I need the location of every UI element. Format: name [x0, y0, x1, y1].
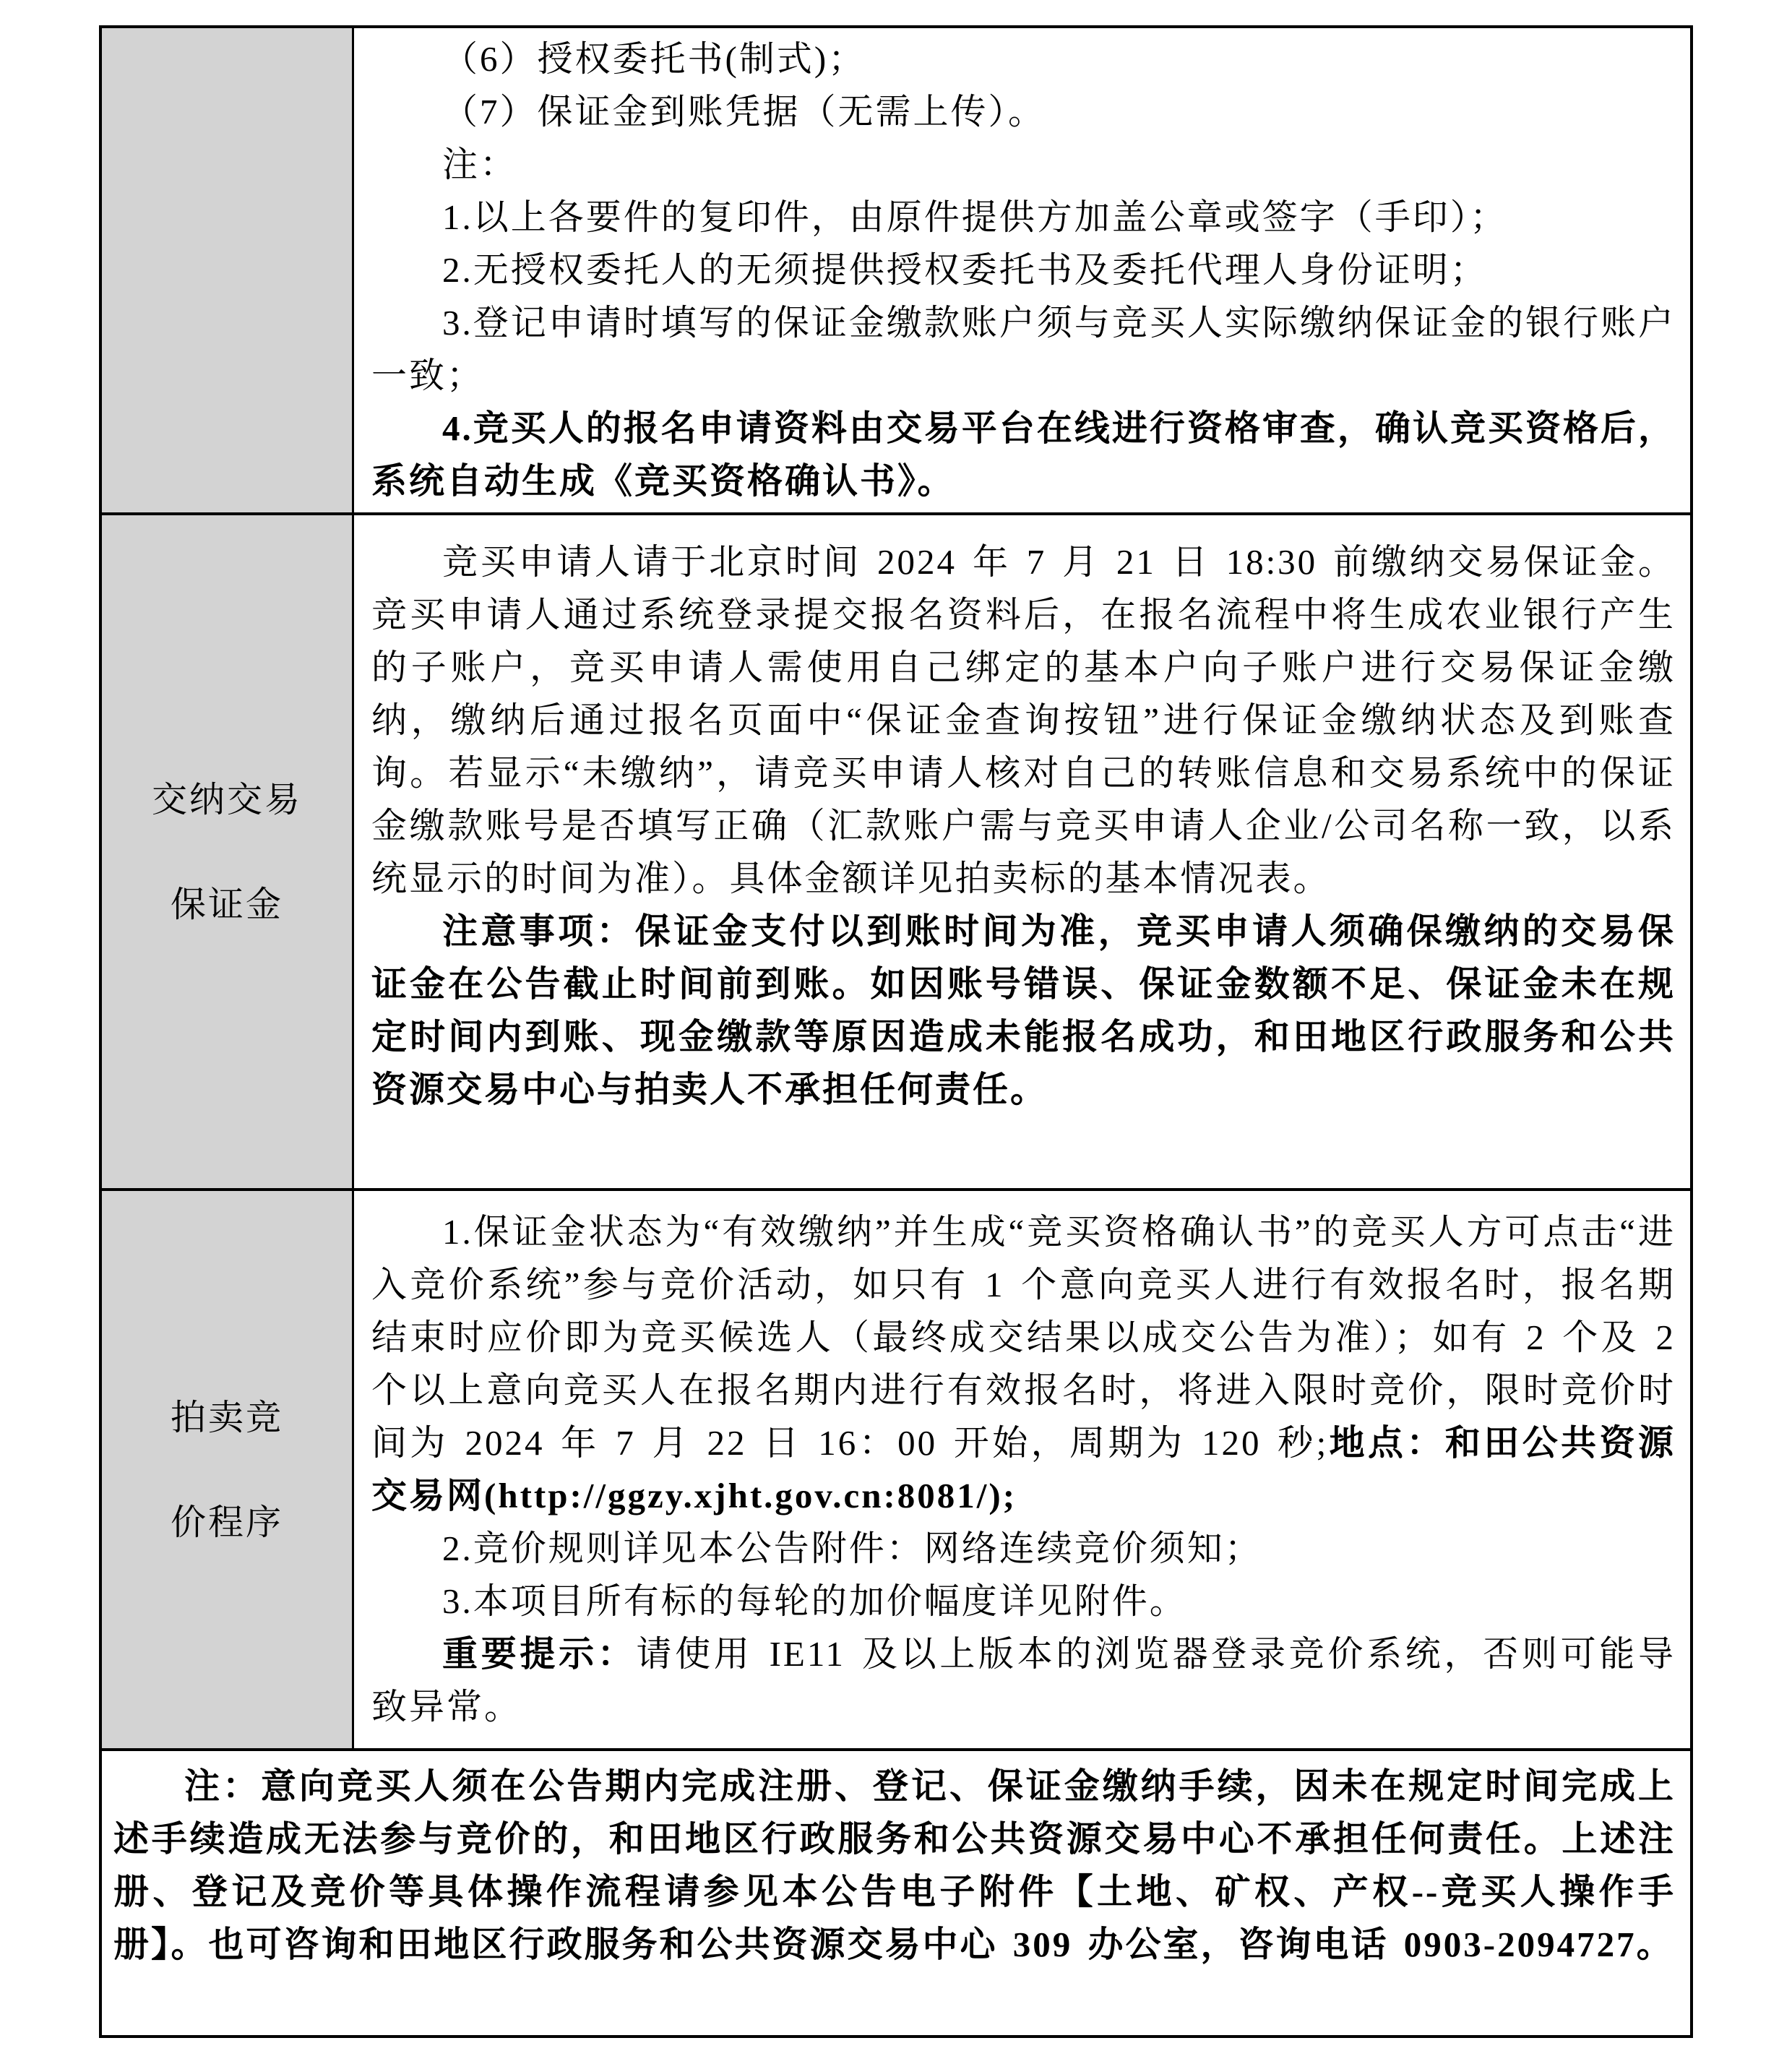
table-row-auction-bidding-procedure [102, 1191, 1690, 1751]
application-materials-notes-cell [354, 28, 1690, 512]
paragraph-text: 竞买申请人请于北京时间 2024 年 7 月 21 日 18:30 前缴纳交易保证金。竞买申请人通过系统登录提交报名资料后，在报名流程中将生成农业银行产生的子账户，竞买申请人需使用自己绑定的基本户向子账户进行交易保证金缴纳，缴纳后通过报名页面中“保证金查询按钮”进行保证金缴纳状态及到账查询。若显示“未缴纳”，请竞买申请人核对自己的转账信息和交易系统中的保证金缴款账号是否填写正确（汇款账户需与竞买申请人企业/公司名称一致，以系统显示的时间为准）。具体金额详见拍卖标的基本情况表。 [371, 542, 1676, 898]
row-header-line: 保证金 [170, 884, 283, 924]
table-row-deposit-payment [102, 515, 1690, 1191]
paragraph [371, 296, 1676, 402]
paragraph [371, 85, 1676, 138]
paragraph-text: 注：意向竞买人须在公告期内完成注册、登记、保证金缴纳手续，因未在规定时间完成上述手续造成无法参与竞价的，和田地区行政服务和公共资源交易中心不承担任何责任。上述注册、登记及竞价等具体操作流程请参见本公告电子附件【土地、矿权、产权--竞买人操作手册】。也可咨询和田地区行政服务和公共资源交易中心 309 办公室，咨询电话 0903-2094727。 [113, 1766, 1676, 1964]
paragraph [371, 191, 1676, 244]
paragraph-text: 3.本项目所有标的每轮的加价幅度详见附件。 [442, 1581, 1187, 1621]
table-row-footer-note [102, 1751, 1690, 2035]
paragraph [113, 1760, 1676, 1971]
auction-bidding-procedure-cell [354, 1191, 1690, 1748]
announcement-table [99, 25, 1693, 2038]
paragraph-text: 注意事项：保证金支付以到账时间为准，竞买申请人须确保缴纳的交易保证金在公告截止时间前到账。如因账号错误、保证金数额不足、保证金未在规定时间内到账、现金缴款等原因造成未能报名成功，和田地区行政服务和公共资源交易中心与拍卖人不承担任何责任。 [371, 911, 1676, 1109]
row-header-empty-cell [102, 28, 354, 512]
paragraph [371, 244, 1676, 296]
paragraph [371, 1205, 1676, 1522]
row-header-line: 交纳交易 [151, 779, 302, 820]
paragraph-text: 4.竞买人的报名申请资料由交易平台在线进行资格审查，确认竞买资格后，系统自动生成《竞买资格确认书》。 [371, 408, 1676, 501]
paragraph-text: 2.无授权委托人的无须提供授权委托书及委托代理人身份证明； [442, 250, 1488, 290]
paragraph [371, 402, 1676, 507]
paragraph [371, 138, 1676, 191]
paragraph-text: 3.登记申请时填写的保证金缴款账户须与竞买人实际缴纳保证金的银行账户一致； [371, 303, 1676, 395]
deposit-payment-cell [354, 515, 1690, 1188]
footer-note-cell [102, 1751, 1690, 2035]
row-header-line: 价程序 [170, 1502, 283, 1542]
paragraph [371, 1522, 1676, 1575]
paragraph [371, 905, 1676, 1116]
paragraph-text: 1.以上各要件的复印件，由原件提供方加盖公章或签字（手印）； [442, 197, 1508, 237]
paragraph [371, 33, 1676, 85]
paragraph-label-bold: 重要提示： [442, 1634, 637, 1674]
paragraph [371, 1627, 1676, 1733]
paragraph-text: （6）授权委托书(制式)； [442, 39, 866, 79]
paragraph [371, 1575, 1676, 1627]
paragraph-text: 2.竞价规则详见本公告附件：网络连续竞价须知； [442, 1528, 1262, 1568]
paragraph [371, 536, 1676, 905]
paragraph-text: 注： [442, 145, 518, 184]
paragraph-text-bold: 地点：和田公共资源交易网(http://ggzy.xjht.gov.cn:8081/); [371, 1423, 1676, 1515]
paragraph-text: 请使用 IE11 及以上版本的浏览器登录竞价系统，否则可能导致异常。 [371, 1634, 1676, 1727]
row-header-line: 拍卖竞 [170, 1397, 283, 1437]
table-row-application-materials-notes [102, 28, 1690, 515]
row-header-deposit-payment [102, 515, 354, 1188]
paragraph-text: （7）保证金到账凭据（无需上传）。 [442, 92, 1046, 132]
paragraph-text: 1.保证金状态为“有效缴纳”并生成“竞买资格确认书”的竞买人方可点击“进入竞价系统”参与竞价活动，如只有 1 个意向竞买人进行有效报名时，报名期结束时应价即为竞买候选人（最终成交结果以成交公告为准）；如有 2 个及 2 个以上意向竞买人在报名期内进行有效报名时，将进入限时竞价，限时竞价时间为 2024 年 7 月 22 日 16：00 开始，周期为 120 秒; [371, 1212, 1676, 1463]
row-header-auction-bidding-procedure [102, 1191, 354, 1748]
